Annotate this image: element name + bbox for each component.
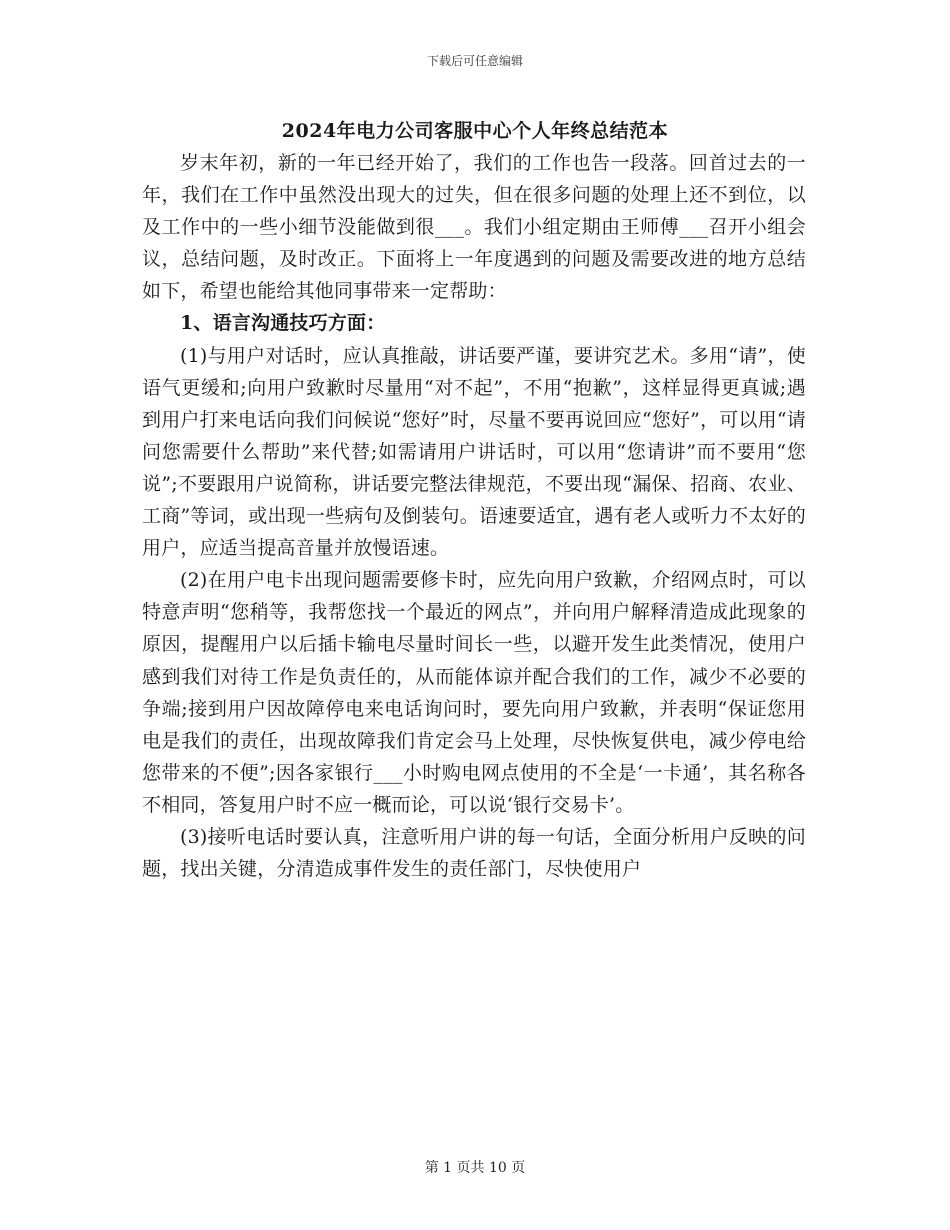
- document-title: 2024年电力公司客服中心个人年终总结范本: [281, 120, 669, 142]
- paragraph-2: (2)在用户电卡出现问题需要修卡时，应先向用户致歉，介绍网点时，可以特意声明“您稍等，我帮您找一个最近的网点”，并向用户解释清造成此现象的原因，提醒用户以后插卡输电尽量时间长一些，以避开发生此类情况，使用户感到我们对待工作是负责任的，从而能体谅并配合我们的工作，减少不必要的争端;接到用户因故障停电来电话询问时，要先向用户致歉，并表明“保证您用电是我们的责任，出现故障我们肯定会马上处理，尽快恢复供电，减少停电给您带来的不便”;因各家银行___小时购电网点使用的不全是‘一卡通’，其名称各不相同，答复用户时不应一概而论，可以说‘银行交易卡’。: [142, 569, 806, 816]
- page-number-footer: 第 1 页共 10 页: [424, 1160, 526, 1176]
- document-body: [142, 147, 806, 885]
- page-header-note: 下载后可任意编辑: [426, 54, 523, 68]
- paragraph-3: (3)接听电话时要认真，注意听用户讲的每一句话，全面分析用户反映的问题，找出关键，分清造成事件发生的责任部门，尽快使用户: [142, 825, 806, 881]
- section-heading: 1、语言沟通技巧方面：: [180, 312, 386, 335]
- intro-paragraph: 岁末年初，新的一年已经开始了，我们的工作也告一段落。回首过去的一年，我们在工作中虽然没出现大的过失，但在很多问题的处理上还不到位，以及工作中的一些小细节没能做到很___。我们小组定期由王师傅___召开小组会议，总结问题，及时改正。下面将上一年度遇到的问题及需要改进的地方总结如下，希望也能给其他同事带来一定帮助：: [142, 152, 806, 303]
- paragraph-1: (1)与用户对话时，应认真推敲，讲话要严谨，要讲究艺术。多用“请”，使语气更缓和;向用户致歉时尽量用“对不起”，不用“抱歉”，这样显得更真诚;遇到用户打来电话向我们问候说“您好”时，尽量不要再说回应“您好”，可以用“请问您需要什么帮助”来代替;如需请用户讲话时，可以用“您请讲”而不要用“您说”;不要跟用户说简称，讲话要完整法律规范，不要出现“漏保、招商、农业、工商”等词，或出现一些病句及倒装句。语速要适宜，遇有老人或听力不太好的用户，应适当提高音量并放慢语速。: [142, 344, 806, 560]
